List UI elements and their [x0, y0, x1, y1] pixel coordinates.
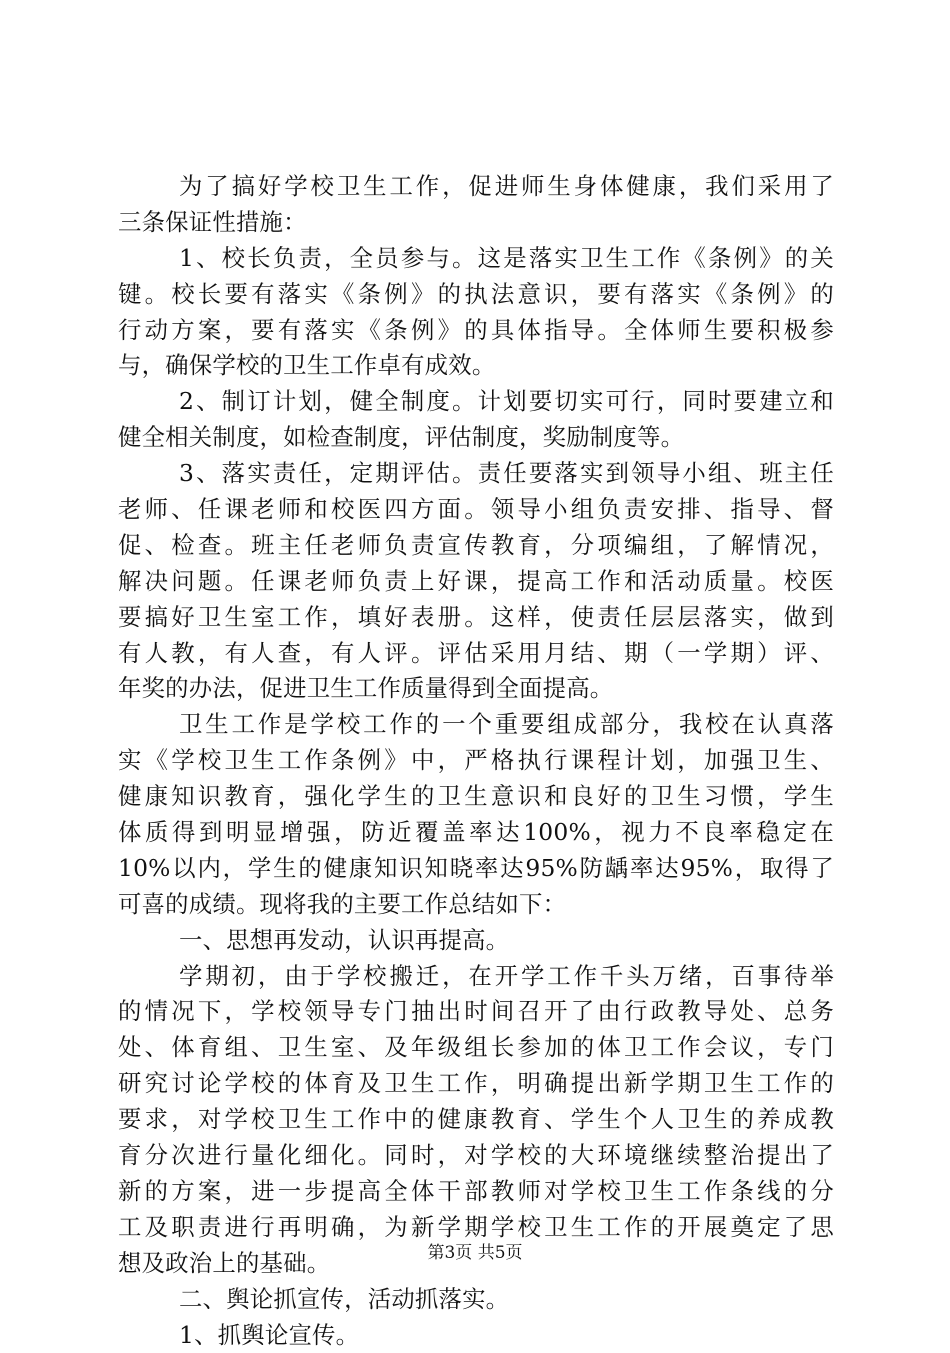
text-line: 处、体育组、卫生室、及年级组长参加的体卫工作会议，专门	[118, 1030, 834, 1066]
text-line: 键。校长要有落实《条例》的执法意识，要有落实《条例》的	[118, 277, 834, 313]
text-line: 1、校长负责，全员参与。这是落实卫生工作《条例》的关	[118, 241, 834, 277]
text-line: 想及政治上的基础。	[118, 1246, 834, 1282]
text-line: 研究讨论学校的体育及卫生工作，明确提出新学期卫生工作的	[118, 1066, 834, 1102]
text-line: 促、检查。班主任老师负责宣传教育，分项编组，了解情况，	[118, 528, 834, 564]
text-line: 二、舆论抓宣传，活动抓落实。	[118, 1282, 834, 1318]
text-line: 3、落实责任，定期评估。责任要落实到领导小组、班主任	[118, 456, 834, 492]
text-line: 学期初，由于学校搬迁，在开学工作千头万绪，百事待举	[118, 959, 834, 995]
text-line: 可喜的成绩。现将我的主要工作总结如下：	[118, 887, 834, 923]
text-line: 1、抓舆论宣传。	[118, 1318, 834, 1353]
text-line: 一、思想再发动，认识再提高。	[118, 923, 834, 959]
text-line: 新的方案，进一步提高全体干部教师对学校卫生工作条线的分	[118, 1174, 834, 1210]
text-line: 健全相关制度，如检查制度，评估制度，奖励制度等。	[118, 420, 834, 456]
text-line: 年奖的办法，促进卫生工作质量得到全面提高。	[118, 671, 834, 707]
text-line: 与，确保学校的卫生工作卓有成效。	[118, 348, 834, 384]
text-line: 体质得到明显增强，防近覆盖率达100%，视力不良率稳定在	[118, 815, 834, 851]
text-line: 行动方案，要有落实《条例》的具体指导。全体师生要积极参	[118, 313, 834, 349]
text-line: 育分次进行量化细化。同时，对学校的大环境继续整治提出了	[118, 1138, 834, 1174]
text-line: 解决问题。任课老师负责上好课，提高工作和活动质量。校医	[118, 564, 834, 600]
text-line: 要搞好卫生室工作，填好表册。这样，使责任层层落实，做到	[118, 600, 834, 636]
text-line: 为了搞好学校卫生工作，促进师生身体健康，我们采用了	[118, 169, 834, 205]
text-line: 的情况下，学校领导专门抽出时间召开了由行政教导处、总务	[118, 994, 834, 1030]
text-line: 卫生工作是学校工作的一个重要组成部分，我校在认真落	[118, 707, 834, 743]
text-line: 要求，对学校卫生工作中的健康教育、学生个人卫生的养成教	[118, 1102, 834, 1138]
text-line: 老师、任课老师和校医四方面。领导小组负责安排、指导、督	[118, 492, 834, 528]
text-line: 工及职责进行再明确，为新学期学校卫生工作的开展奠定了思	[118, 1210, 834, 1246]
document-body	[118, 169, 834, 1353]
text-line: 2、制订计划，健全制度。计划要切实可行，同时要建立和	[118, 384, 834, 420]
text-line: 实《学校卫生工作条例》中，严格执行课程计划，加强卫生、	[118, 743, 834, 779]
text-line: 三条保证性措施：	[118, 205, 834, 241]
text-line: 健康知识教育，强化学生的卫生意识和良好的卫生习惯，学生	[118, 779, 834, 815]
text-line: 10%以内，学生的健康知识知晓率达95%防龋率达95%，取得了	[118, 851, 834, 887]
text-line: 有人教，有人查，有人评。评估采用月结、期（一学期）评、	[118, 636, 834, 672]
page-footer: 第3页 共5页	[0, 1242, 950, 1264]
